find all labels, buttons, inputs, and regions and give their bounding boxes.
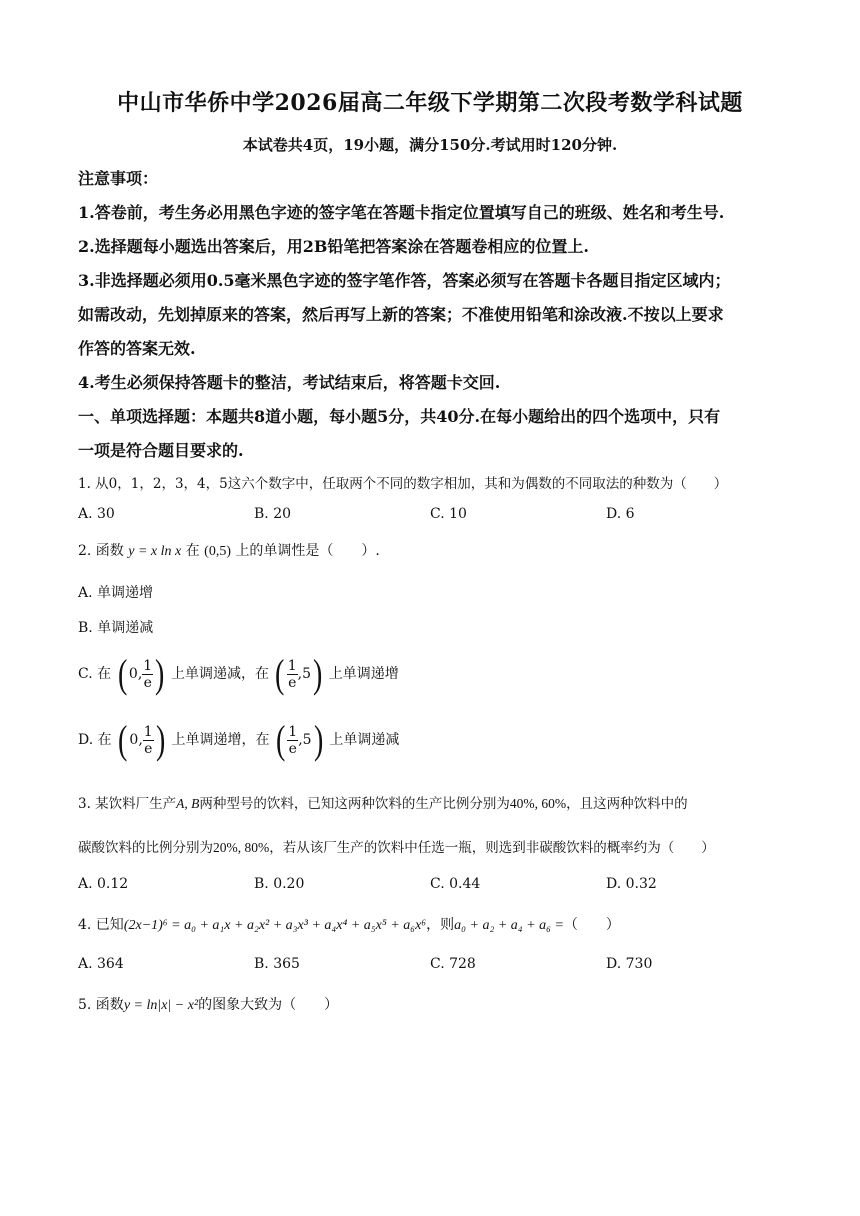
q4-target-sum: a₀ + a₂ + a₄ + a₆ = bbox=[454, 918, 564, 933]
q3-option-a: A. 0.12 bbox=[78, 876, 129, 892]
q2-interval: (0,5) bbox=[204, 544, 231, 559]
q2d-mid: 上单调递增，在 bbox=[171, 732, 270, 748]
q3-option-d: D. 0.32 bbox=[606, 876, 657, 892]
q5-suffix: 的图象大致为（ ） bbox=[198, 997, 339, 1013]
q4-option-c: C. 728 bbox=[430, 956, 476, 972]
q2c-mid: 上单调递减，在 bbox=[170, 666, 269, 682]
q1-option-d: D. 6 bbox=[606, 506, 635, 522]
q4-mid: ，则 bbox=[426, 917, 455, 933]
exam-subtitle: 本试卷共4页，19小题，满分150分.考试用时120分钟. bbox=[242, 136, 618, 154]
q2c-zero: 0, bbox=[128, 666, 143, 682]
q1-option-a: A. 30 bbox=[78, 506, 115, 522]
q4-expansion: (2x−1)⁶ = a₀ + a₁x + a₂x² + a₃x³ + a₄x⁴ + a₅x⁵ + a₆x⁶ bbox=[123, 918, 427, 933]
q3-text-c: 两种型号的饮料，已知这两种饮料的生产比例分别为 bbox=[199, 796, 510, 812]
question-5-stem bbox=[78, 994, 338, 1014]
q2-prefix: 2. 函数 bbox=[78, 543, 124, 559]
section-heading: 一、单项选择题：本题共8道小题，每小题5分，共40分.在每小题给出的四个选项中，只有 bbox=[78, 407, 721, 426]
q2-option-a: A. 单调递增 bbox=[78, 585, 154, 601]
q2-suffix: 上的单调性是（ ）. bbox=[235, 543, 380, 559]
q3-text-2c: ，若从该厂生产的饮料中任选一瓶，则选到非碳酸饮料的概率约为（ ） bbox=[269, 840, 715, 856]
q3-production-ratio: 40%, 60% bbox=[509, 796, 567, 811]
question-2-stem bbox=[78, 540, 380, 560]
open-paren-icon: ( bbox=[118, 717, 128, 762]
q3-text-e: ，且这两种饮料中的 bbox=[566, 796, 688, 812]
note-item-4: 4.考生必须保持答题卡的整洁，考试结束后，将答题卡交回. bbox=[78, 373, 501, 392]
q2d-post: 上单调递减 bbox=[329, 732, 400, 748]
q2d-zero: 0, bbox=[129, 732, 143, 748]
q3-option-b: B. 0.20 bbox=[254, 876, 305, 892]
q2c-post: 上单调递增 bbox=[328, 666, 399, 682]
note-item-3-end: 作答的答案无效. bbox=[78, 339, 196, 358]
q3-types: A, B bbox=[176, 796, 200, 811]
open-paren-icon: ( bbox=[275, 717, 286, 762]
q3-text-2a: 碳酸饮料的比例分别为 bbox=[78, 840, 213, 856]
q2-option-c bbox=[78, 651, 399, 696]
q2c-prefix: C. 在 bbox=[78, 666, 112, 682]
close-paren-icon: ) bbox=[155, 651, 165, 696]
close-paren-icon: ) bbox=[313, 651, 323, 696]
question-3-line-1 bbox=[78, 792, 688, 812]
q1-option-c: C. 10 bbox=[430, 506, 467, 522]
close-paren-icon: ) bbox=[313, 717, 323, 762]
q4-option-b: B. 365 bbox=[254, 956, 300, 972]
question-4-stem bbox=[78, 914, 620, 934]
q4-suffix: （ ） bbox=[563, 917, 620, 933]
question-3-line-2 bbox=[78, 836, 715, 856]
q2d-prefix: D. 在 bbox=[78, 732, 112, 748]
open-paren-icon: ( bbox=[275, 651, 285, 696]
close-paren-icon: ) bbox=[155, 717, 166, 762]
note-item-3-cont: 如需改动，先划掉原来的答案，然后再写上新的答案；不准使用铅笔和涂改液.不按以上要求 bbox=[78, 305, 724, 324]
question-1-stem: 1. 从0，1，2，3，4，5这六个数字中，任取两个不同的数字相加，其和为偶数的不同取法的种数为（ ） bbox=[78, 476, 728, 492]
q4-option-a: A. 364 bbox=[78, 956, 124, 972]
section-heading-cont: 一项是符合题目要求的. bbox=[78, 441, 244, 460]
fraction-one-over-e: $\frac{1}{e}$ bbox=[288, 723, 298, 757]
q3-carbonated-ratio: 20%, 80% bbox=[213, 840, 270, 855]
note-item-3: 3.非选择题必须用0.5毫米黑色字迹的签字笔作答，答案必须写在答题卡各题目指定区域内； bbox=[78, 271, 731, 290]
q4-option-d: D. 730 bbox=[606, 956, 653, 972]
q2-option-d bbox=[78, 717, 400, 762]
q4-prefix: 4. 已知 bbox=[78, 917, 124, 933]
q2-mid: 在 bbox=[185, 543, 200, 559]
q5-prefix: 5. 函数 bbox=[78, 997, 124, 1013]
q3-text-a: 3. 某饮料厂生产 bbox=[78, 796, 177, 812]
q2d-five: ,5 bbox=[298, 732, 312, 748]
q2c-five: ,5 bbox=[297, 666, 312, 682]
note-item-2: 2.选择题每小题选出答案后，用2B铅笔把答案涂在答题卷相应的位置上. bbox=[78, 237, 589, 256]
q1-option-b: B. 20 bbox=[254, 506, 292, 522]
q5-function: y = ln|x| − x² bbox=[123, 998, 199, 1013]
open-paren-icon: ( bbox=[117, 651, 127, 696]
notes-heading: 注意事项： bbox=[78, 169, 159, 188]
q2-option-b: B. 单调递减 bbox=[78, 620, 154, 636]
note-item-1: 1.答卷前，考生务必用黑色字迹的签字笔在答题卡指定位置填写自己的班级、姓名和考生号. bbox=[78, 203, 725, 222]
fraction-one-over-e: $\frac{1}{e}$ bbox=[143, 723, 153, 757]
q2-function: y = x ln x bbox=[128, 544, 182, 559]
exam-title: 中山市华侨中学2026届高二年级下学期第二次段考数学科试题 bbox=[117, 90, 743, 116]
fraction-one-over-e: $\frac{1}{e}$ bbox=[287, 657, 297, 691]
fraction-one-over-e: $\frac{1}{e}$ bbox=[143, 657, 153, 691]
q3-option-c: C. 0.44 bbox=[430, 876, 481, 892]
